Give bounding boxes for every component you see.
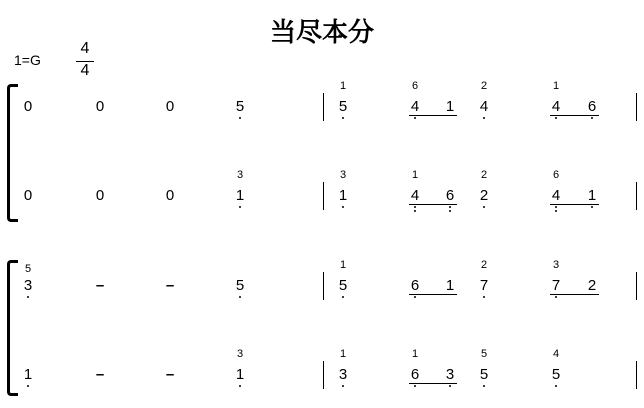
jianpu-note: 0	[165, 187, 175, 204]
low-octave-dot	[27, 296, 29, 298]
eighth-underline	[409, 115, 457, 116]
jianpu-note: 0	[165, 98, 175, 115]
low-octave-dot	[483, 296, 485, 298]
harmony-note: 6	[411, 80, 419, 92]
barline	[323, 93, 324, 121]
harmony-note: 3	[236, 169, 244, 181]
jianpu-note: –	[95, 366, 105, 383]
jianpu-note: 5	[551, 366, 561, 383]
low-octave-dot	[239, 206, 241, 208]
harmony-note: 5	[480, 348, 488, 360]
eighth-underline	[409, 383, 457, 384]
low-octave-dot	[414, 296, 416, 298]
page-title: 当尽本分	[269, 17, 374, 47]
barline	[636, 272, 637, 300]
time-signature-numerator: 4	[80, 40, 90, 57]
low-octave-dot	[555, 296, 557, 298]
low-octave-dot	[239, 385, 241, 387]
low-octave-dot	[555, 206, 557, 208]
jianpu-note: 5	[235, 277, 245, 294]
low-octave-dot	[483, 385, 485, 387]
low-octave-dot	[414, 210, 416, 212]
harmony-note: 1	[339, 259, 347, 271]
harmony-note: 1	[552, 80, 560, 92]
eighth-underline	[550, 294, 599, 295]
jianpu-note: 4	[410, 187, 420, 204]
harmony-note: 1	[411, 169, 419, 181]
jianpu-note: 1	[23, 366, 33, 383]
harmony-note: 2	[480, 80, 488, 92]
jianpu-note: 0	[23, 98, 33, 115]
low-octave-dot	[414, 385, 416, 387]
harmony-note: 5	[24, 263, 32, 275]
low-octave-dot	[27, 385, 29, 387]
barline	[636, 93, 637, 121]
jianpu-note: 1	[587, 187, 597, 204]
harmony-note: 2	[480, 259, 488, 271]
low-octave-dot	[239, 296, 241, 298]
low-octave-dot	[449, 385, 451, 387]
barline	[636, 182, 637, 210]
low-octave-dot	[555, 117, 557, 119]
barline	[323, 361, 324, 389]
harmony-note: 4	[552, 348, 560, 360]
low-octave-dot	[414, 117, 416, 119]
harmony-note: 3	[339, 169, 347, 181]
jianpu-note: 6	[587, 98, 597, 115]
jianpu-note: 0	[23, 187, 33, 204]
system-bracket-1	[7, 84, 18, 222]
jianpu-note: 7	[551, 277, 561, 294]
jianpu-note: 6	[410, 277, 420, 294]
jianpu-note: 3	[23, 277, 33, 294]
low-octave-dot	[555, 385, 557, 387]
harmony-note: 1	[339, 348, 347, 360]
eighth-underline	[550, 115, 599, 116]
harmony-note: 1	[411, 348, 419, 360]
jianpu-note: –	[165, 366, 175, 383]
jianpu-note: 4	[410, 98, 420, 115]
low-octave-dot	[449, 210, 451, 212]
harmony-note: 6	[552, 169, 560, 181]
barline	[323, 182, 324, 210]
low-octave-dot	[239, 117, 241, 119]
jianpu-note: 7	[479, 277, 489, 294]
jianpu-note: 5	[338, 98, 348, 115]
key-signature: 1=G	[14, 52, 41, 68]
low-octave-dot	[483, 206, 485, 208]
jianpu-note: 0	[95, 98, 105, 115]
eighth-underline	[409, 294, 457, 295]
low-octave-dot	[342, 117, 344, 119]
low-octave-dot	[342, 296, 344, 298]
system-bracket-2	[7, 260, 18, 396]
barline	[323, 272, 324, 300]
eighth-underline	[409, 204, 457, 205]
jianpu-note: 1	[338, 187, 348, 204]
low-octave-dot	[591, 206, 593, 208]
jianpu-note: 5	[338, 277, 348, 294]
jianpu-note: 4	[479, 98, 489, 115]
eighth-underline	[550, 204, 599, 205]
jianpu-note: 1	[445, 277, 455, 294]
harmony-note: 2	[480, 169, 488, 181]
jianpu-note: 2	[587, 277, 597, 294]
low-octave-dot	[414, 206, 416, 208]
jianpu-note: 3	[338, 366, 348, 383]
jianpu-note: –	[95, 277, 105, 294]
jianpu-note: 1	[235, 187, 245, 204]
low-octave-dot	[342, 206, 344, 208]
jianpu-note: –	[165, 277, 175, 294]
jianpu-note: 6	[410, 366, 420, 383]
jianpu-note: 4	[551, 98, 561, 115]
jianpu-note: 3	[445, 366, 455, 383]
harmony-note: 3	[236, 348, 244, 360]
jianpu-note: 5	[235, 98, 245, 115]
barline	[636, 361, 637, 389]
jianpu-note: 5	[479, 366, 489, 383]
jianpu-note: 0	[95, 187, 105, 204]
harmony-note: 3	[552, 259, 560, 271]
jianpu-note: 6	[445, 187, 455, 204]
time-signature-denominator: 4	[80, 62, 90, 79]
low-octave-dot	[591, 117, 593, 119]
jianpu-note: 2	[479, 187, 489, 204]
jianpu-note: 1	[235, 366, 245, 383]
jianpu-note: 4	[551, 187, 561, 204]
low-octave-dot	[483, 117, 485, 119]
jianpu-note: 1	[445, 98, 455, 115]
low-octave-dot	[449, 206, 451, 208]
harmony-note: 1	[339, 80, 347, 92]
low-octave-dot	[555, 210, 557, 212]
low-octave-dot	[342, 385, 344, 387]
